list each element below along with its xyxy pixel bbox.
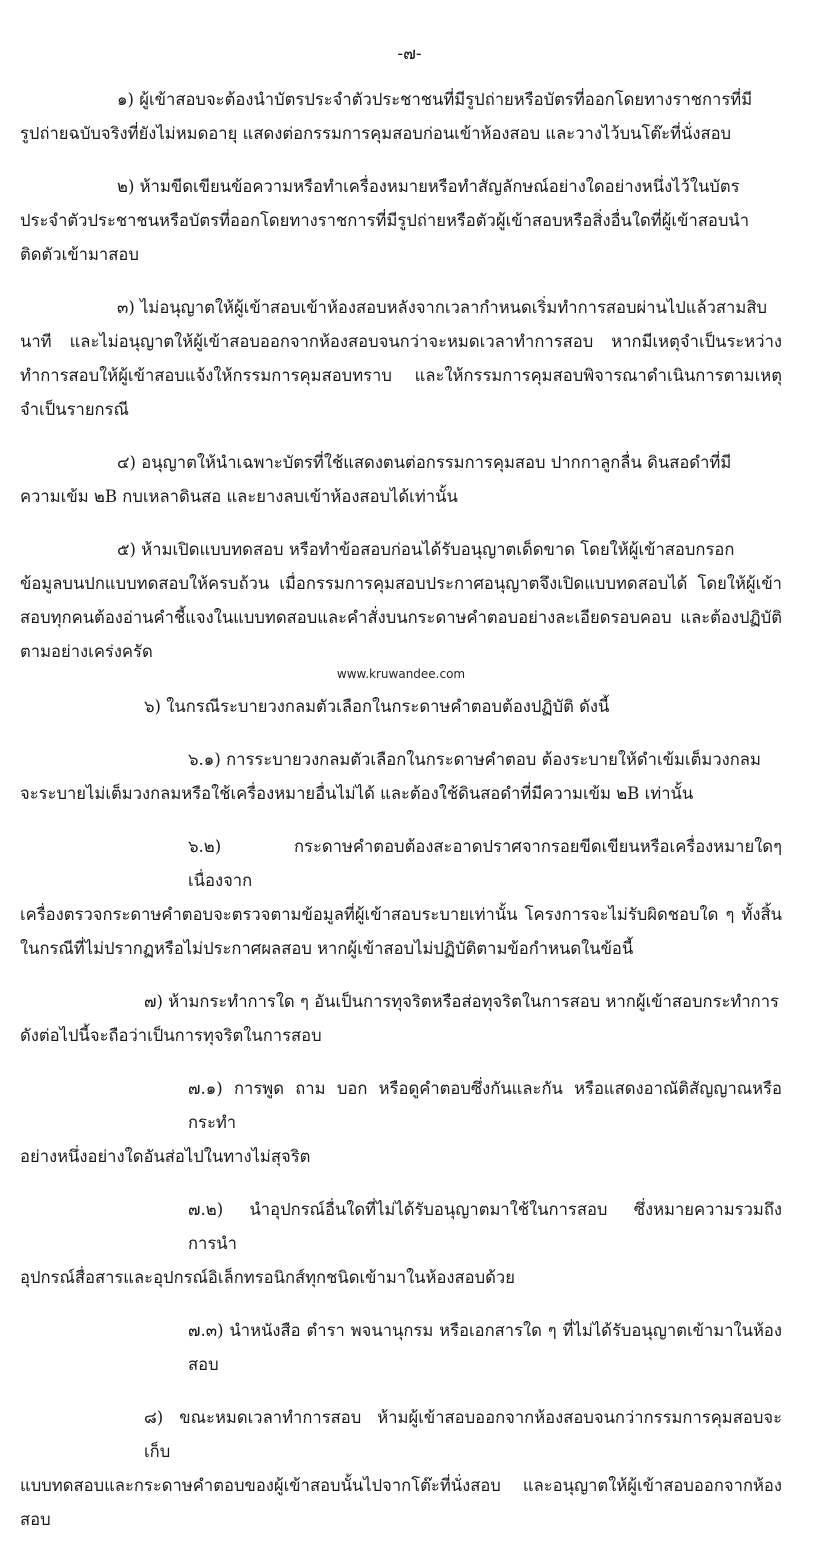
rule-6 [20, 690, 782, 724]
rule-6-1-rest: จะระบายไม่เต็มวงกลมหรือใช้เครื่องหมายอื่นไม่ได้ และต้องใช้ดินสอดำที่มีความเข้ม ๒B เท่านั้น [20, 784, 694, 803]
rule-1-rest: รูปถ่ายฉบับจริงที่ยังไม่หมดอายุ แสดงต่อกรรมการคุมสอบก่อนเข้าห้องสอบ และวางไว้บนโต๊ะที่นั่งสอบ [20, 124, 732, 143]
rule-3-rest: นาที และไม่อนุญาตให้ผู้เข้าสอบออกจากห้องสอบจนกว่าจะหมดเวลาทำการสอบ หากมีเหตุจำเป็นระหว่างทำการสอบให้ผู้เข้าสอบแจ้งให้กรรมการคุมสอบทราบ และให้กรรมการคุมสอบพิจารณาดำเนินการตามเหตุจำเป็นรายกรณี [20, 332, 782, 419]
rule-7-1 [20, 1072, 782, 1174]
rule-6-first-line: ๖) ในกรณีระบายวงกลมตัวเลือกในกระดาษคำตอบต้องปฏิบัติ ดังนี้ [144, 697, 610, 716]
rule-6-1 [20, 743, 782, 811]
document-body [20, 83, 782, 1556]
rule-2-rest: ประจำตัวประชาชนหรือบัตรที่ออกโดยทางราชการที่มีรูปถ่ายหรือตัวผู้เข้าสอบหรือสิ่งอื่นใดที่ผู้เข้าสอบนำติดตัวเข้ามาสอบ [20, 211, 750, 264]
rule-5-rest: ข้อมูลบนปกแบบทดสอบให้ครบถ้วน เมื่อกรรมการคุมสอบประกาศอนุญาตจึงเปิดแบบทดสอบได้ โดยให้ผู้เข้าสอบทุกคนต้องอ่านคำชี้แจงในแบบทดสอบและคำสั่งบนกระดาษคำตอบอย่างละเอียดรอบคอบ และต้องปฏิบัติตามอย่างเคร่งครัด [20, 574, 782, 661]
rule-3-first-line: ๓) ไม่อนุญาตให้ผู้เข้าสอบเข้าห้องสอบหลังจากเวลากำหนดเริ่มทำการสอบผ่านไปแล้วสามสิบ [117, 298, 767, 317]
rule-8-rest: แบบทดสอบและกระดาษคำตอบของผู้เข้าสอบนั้นไปจากโต๊ะที่นั่งสอบ และอนุญาตให้ผู้เข้าสอบออกจากห้องสอบ [20, 1476, 782, 1529]
rule-5-first-line: ๕) ห้ามเปิดแบบทดสอบ หรือทำข้อสอบก่อนได้รับอนุญาตเด็ดขาด โดยให้ผู้เข้าสอบกรอก [117, 540, 735, 559]
rule-7-1-rest: อย่างหนึ่งอย่างใดอันส่อไปในทางไม่สุจริต [20, 1147, 311, 1166]
rule-7-first-line: ๗) ห้ามกระทำการใด ๆ อันเป็นการทุจริตหรือส่อทุจริตในการสอบ หากผู้เข้าสอบกระทำการ [144, 992, 779, 1011]
rule-4 [20, 446, 782, 514]
rule-7-2 [20, 1193, 782, 1295]
rule-2-first-line: ๒) ห้ามขีดเขียนข้อความหรือทำเครื่องหมายหรือทำสัญลักษณ์อย่างใดอย่างหนึ่งไว้ในบัตร [117, 177, 740, 196]
rule-7-rest: ดังต่อไปนี้จะถือว่าเป็นการทุจริตในการสอบ [20, 1026, 322, 1045]
rule-7-3-first-line: ๗.๓) นำหนังสือ ตำรา พจนานุกรม หรือเอกสารใด ๆ ที่ไม่ได้รับอนุญาตเข้ามาในห้องสอบ [188, 1321, 782, 1374]
rule-6-2 [20, 830, 782, 966]
website-watermark: www.kruwandee.com [336, 667, 466, 681]
rule-7 [20, 985, 782, 1053]
rule-7-2-rest: อุปกรณ์สื่อสารและอุปกรณ์อิเล็กทรอนิกส์ทุกชนิดเข้ามาในห้องสอบด้วย [20, 1268, 515, 1287]
rule-7-1-first-line: ๗.๑) การพูด ถาม บอก หรือดูคำตอบซึ่งกันและกัน หรือแสดงอาณัติสัญญาณหรือกระทำ [188, 1079, 782, 1132]
rule-7-3 [20, 1314, 782, 1382]
rule-4-rest: ความเข้ม ๒B กบเหลาดินสอ และยางลบเข้าห้องสอบได้เท่านั้น [20, 487, 458, 506]
rule-5 [20, 533, 782, 669]
rule-6-1-first-line: ๖.๑) การระบายวงกลมตัวเลือกในกระดาษคำตอบ ต้องระบายให้ดำเข้มเต็มวงกลม [188, 750, 761, 769]
rule-4-first-line: ๔) อนุญาตให้นำเฉพาะบัตรที่ใช้แสดงตนต่อกรรมการคุมสอบ ปากกาลูกลื่น ดินสอดำที่มี [117, 453, 732, 472]
rule-6-2-rest: เครื่องตรวจกระดาษคำตอบจะตรวจตามข้อมูลที่ผู้เข้าสอบระบายเท่านั้น โครงการจะไม่รับผิดชอบใด ๆ ทั้งสิ้นในกรณีที่ไม่ปรากฏหรือไม่ประกาศผลสอบ หากผู้เข้าสอบไม่ปฏิบัติตามข้อกำหนดในข้อนี้ [20, 905, 782, 958]
rule-8 [20, 1401, 782, 1537]
rule-1 [20, 83, 782, 151]
rule-8-first-line: ๘) ขณะหมดเวลาทำการสอบ ห้ามผู้เข้าสอบออกจากห้องสอบจนกว่ากรรมการคุมสอบจะเก็บ [144, 1408, 782, 1461]
rule-6-2-first-line: ๖.๒) กระดาษคำตอบต้องสะอาดปราศจากรอยขีดเขียนหรือเครื่องหมายใดๆ เนื่องจาก [188, 837, 782, 890]
page-number: -๗- [397, 44, 422, 64]
rule-7-2-first-line: ๗.๒) นำอุปกรณ์อื่นใดที่ไม่ได้รับอนุญาตมาใช้ในการสอบ ซึ่งหมายความรวมถึงการนำ [188, 1200, 782, 1253]
rule-1-first-line: ๑) ผู้เข้าสอบจะต้องนำบัตรประจำตัวประชาชนที่มีรูปถ่ายหรือบัตรที่ออกโดยทางราชการที่มี [117, 90, 753, 109]
rule-2 [20, 170, 782, 272]
rule-3 [20, 291, 782, 427]
